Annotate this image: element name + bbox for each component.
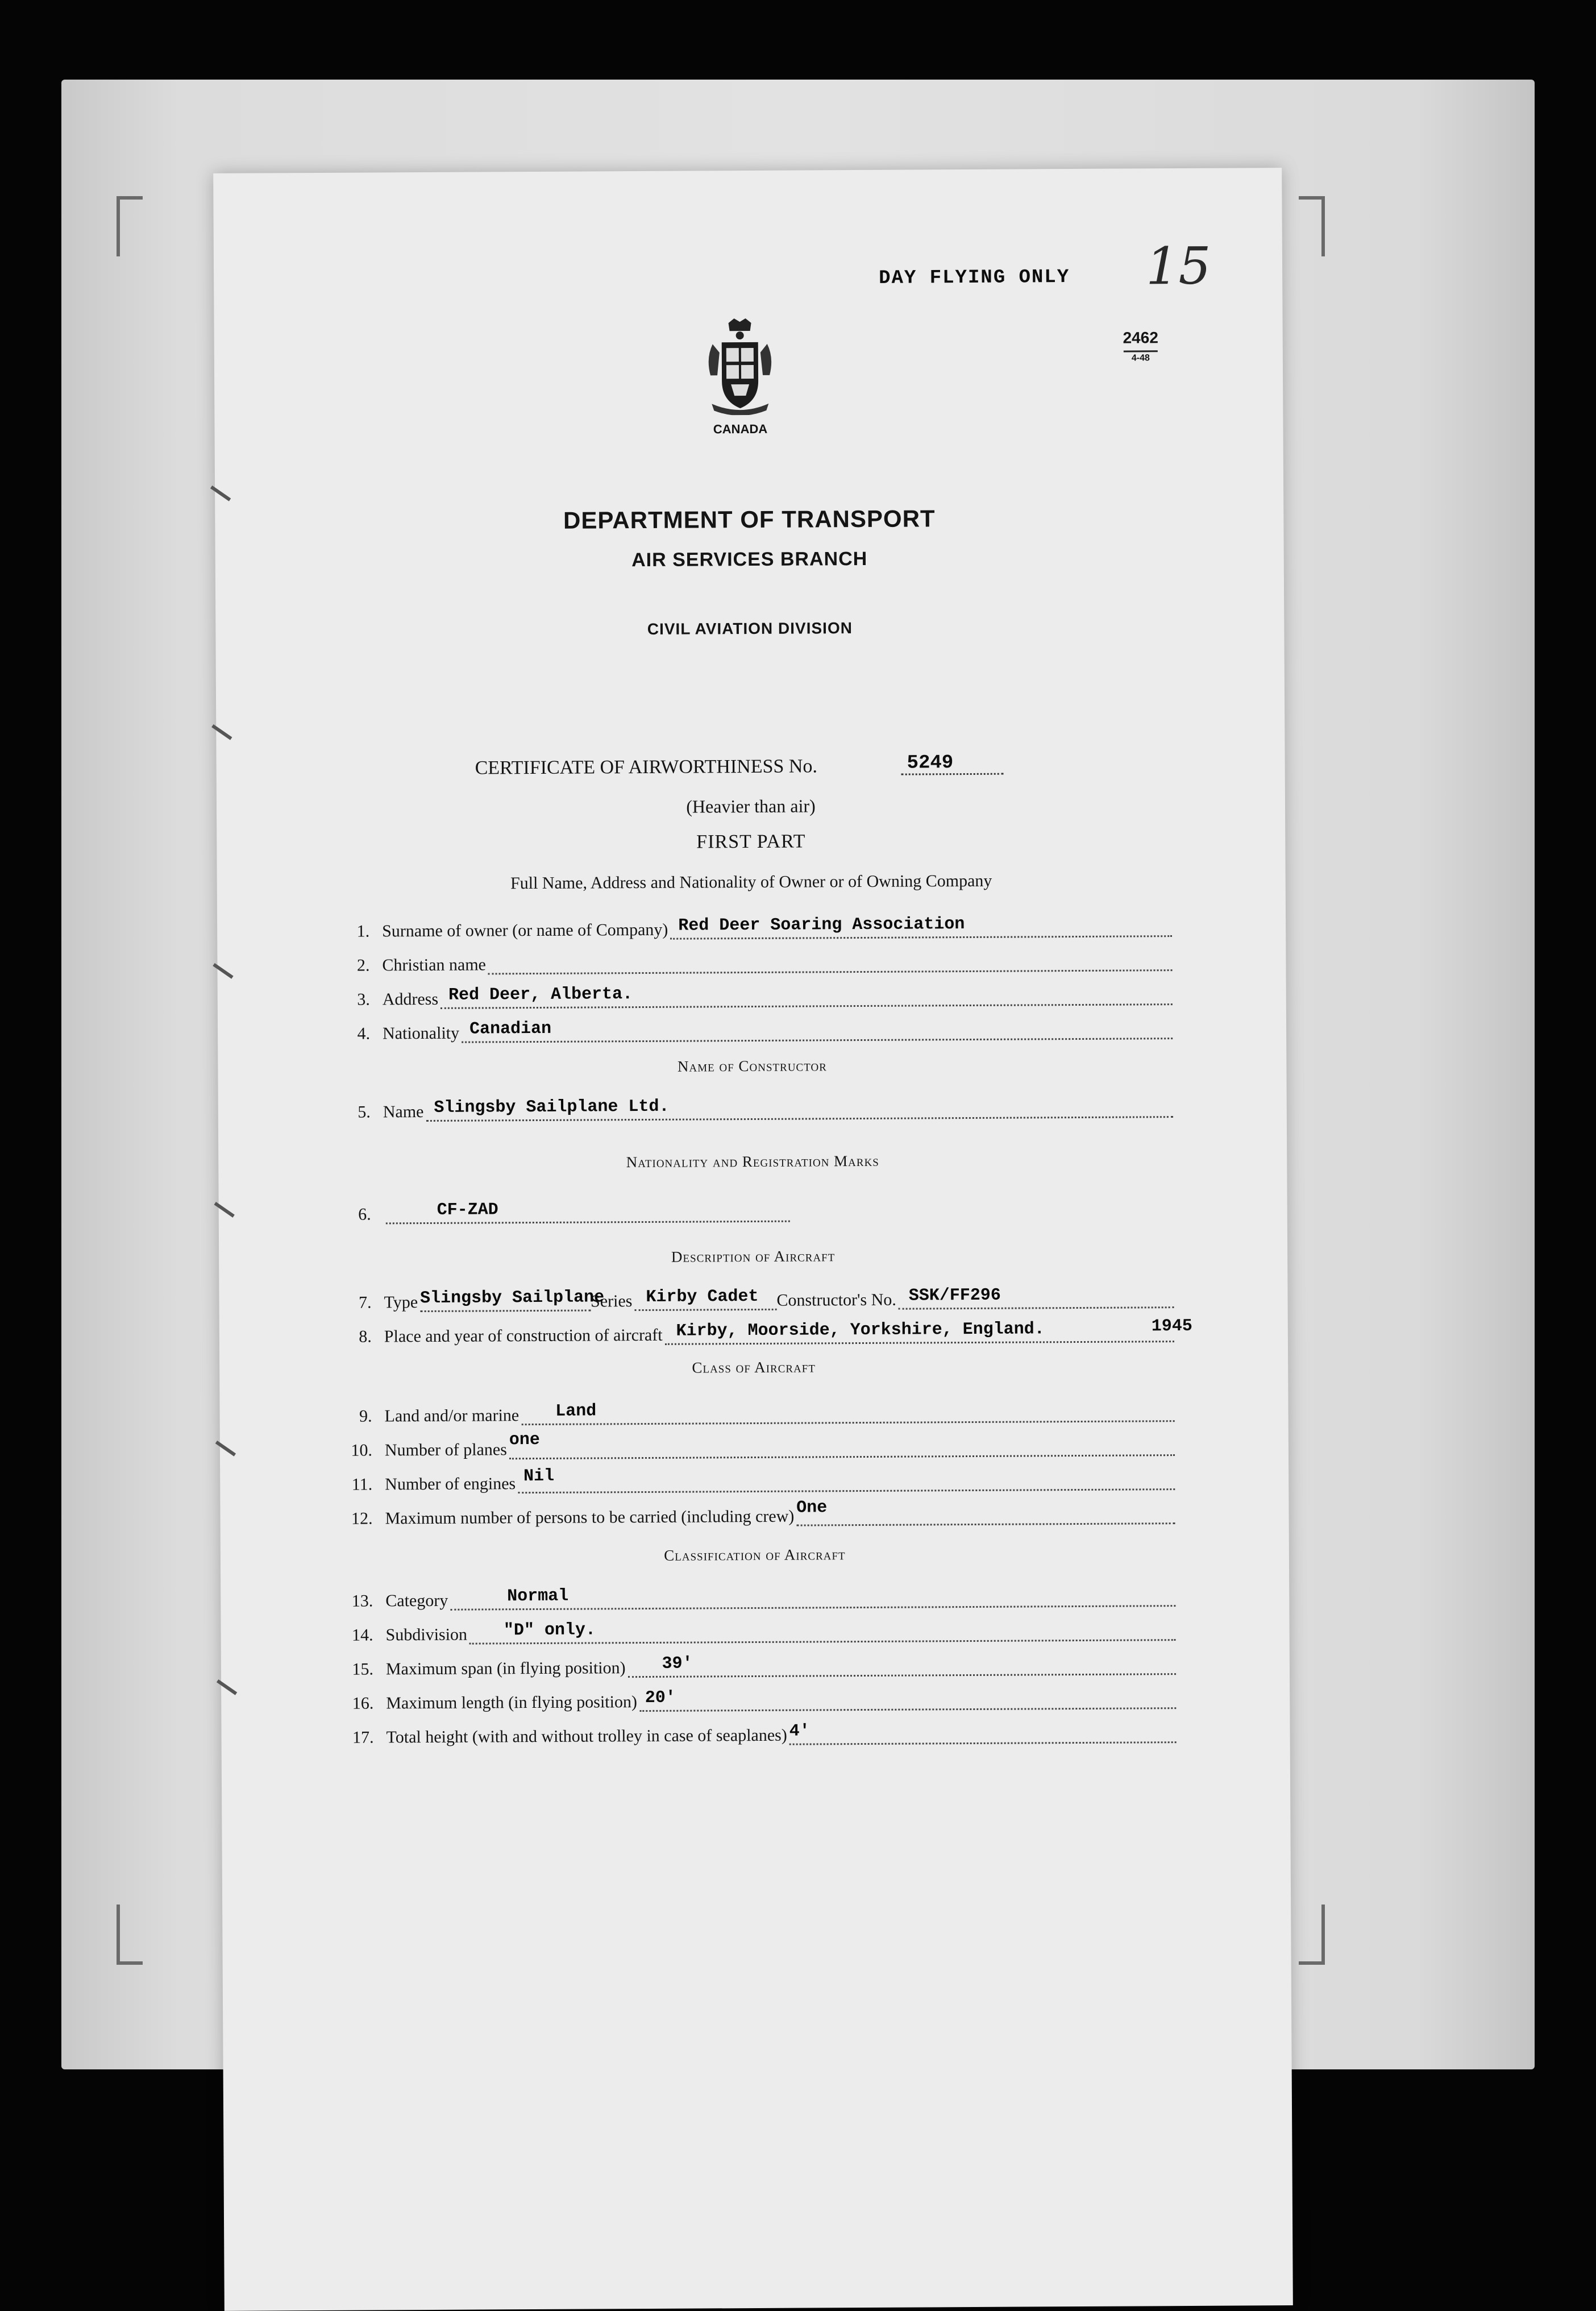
field-value-line bbox=[521, 1403, 1175, 1425]
field-row-15: 15. Maximum span (in flying position) 39' bbox=[323, 1646, 1176, 1679]
field-label: Address bbox=[383, 990, 441, 1010]
field-value-line bbox=[789, 1724, 1177, 1745]
max-span-value: 39' bbox=[662, 1654, 692, 1674]
field-value-line bbox=[518, 1471, 1175, 1493]
field-value-line bbox=[899, 1289, 1174, 1310]
field-value-line bbox=[420, 1292, 591, 1312]
field-row-16: 16. Maximum length (in flying position) 20' bbox=[323, 1681, 1176, 1713]
branch-title: AIR SERVICES BRANCH bbox=[215, 546, 1284, 574]
total-height-value: 4' bbox=[789, 1721, 810, 1741]
field-value-line bbox=[665, 1323, 1174, 1345]
certificate-sheet bbox=[213, 168, 1293, 2311]
field-row-4: 4. Nationality Canadian bbox=[320, 1011, 1173, 1044]
constructor-name-value: Slingsby Sailplane Ltd. bbox=[434, 1097, 669, 1118]
description-heading: Description of Aircraft bbox=[219, 1245, 1287, 1268]
coat-of-arms-icon bbox=[700, 318, 780, 416]
first-part-heading: FIRST PART bbox=[217, 828, 1285, 856]
field-row-6: 6. CF-ZAD bbox=[321, 1194, 790, 1225]
field-row-3: 3. Address Red Deer, Alberta. bbox=[320, 977, 1173, 1010]
series-label: Series bbox=[591, 1292, 635, 1311]
field-row-9: 9. Land and/or marine Land bbox=[322, 1393, 1174, 1426]
classification-heading: Classification of Aircraft bbox=[221, 1544, 1289, 1567]
field-label: Number of planes bbox=[385, 1440, 509, 1460]
field-label: Surname of owner (or name of Company) bbox=[382, 920, 670, 941]
field-row-10: 10. Number of planes one bbox=[322, 1428, 1175, 1461]
series-value: Kirby Cadet bbox=[646, 1287, 758, 1307]
division-title: CIVIL AVIATION DIVISION bbox=[215, 617, 1284, 641]
max-length-value: 20' bbox=[645, 1688, 676, 1708]
field-label: Nationality bbox=[383, 1024, 462, 1044]
owner-heading: Full Name, Address and Nationality of Owner or of Owning Company bbox=[217, 870, 1286, 895]
place-of-construction-value: Kirby, Moorside, Yorkshire, England. bbox=[676, 1320, 1045, 1341]
form-revision: 4-48 bbox=[1124, 350, 1158, 363]
registration-mark-value: CF-ZAD bbox=[437, 1200, 498, 1220]
field-label: Subdivision bbox=[386, 1625, 470, 1645]
field-value-line bbox=[426, 1099, 1173, 1122]
max-persons-value: One bbox=[796, 1498, 827, 1517]
field-value-line bbox=[634, 1292, 776, 1311]
certificate-subtitle: (Heavier than air) bbox=[217, 793, 1285, 820]
field-label: Maximum span (in flying position) bbox=[386, 1658, 628, 1679]
address-value: Red Deer, Alberta. bbox=[448, 985, 633, 1005]
form-number: 2462 bbox=[1121, 329, 1161, 347]
aircraft-type-value: Slingsby Sailplane bbox=[420, 1288, 604, 1308]
field-row-8: 8. Place and year of construction of aircraft Kirby, Moorside, Yorkshire, England. bbox=[322, 1314, 1174, 1347]
field-row-12: 12. Maximum number of persons to be carried (including crew) One bbox=[322, 1496, 1175, 1529]
year-of-construction-value: 1945 bbox=[1152, 1317, 1192, 1336]
crop-mark-bottom-left bbox=[117, 1905, 143, 1965]
field-row-11: 11. Number of engines Nil bbox=[322, 1462, 1175, 1495]
field-row-7: 7. Type Slingsby Sailplane Series Kirby Cadet Constructor's No. SSK/FF296 bbox=[321, 1280, 1174, 1313]
field-label: Land and/or marine bbox=[385, 1406, 522, 1426]
crop-mark-bottom-right bbox=[1299, 1905, 1325, 1965]
number-of-engines-value: Nil bbox=[523, 1467, 554, 1486]
field-value-line bbox=[450, 1588, 1175, 1611]
registration-heading: Nationality and Registration Marks bbox=[218, 1150, 1287, 1173]
category-value: Normal bbox=[507, 1587, 568, 1607]
crop-mark-top-right bbox=[1299, 196, 1325, 256]
field-label: Category bbox=[385, 1591, 450, 1611]
constructor-number-label: Constructor's No. bbox=[776, 1291, 899, 1310]
field-value-line bbox=[440, 986, 1173, 1009]
field-label: Maximum number of persons to be carried (including crew) bbox=[385, 1507, 796, 1529]
day-flying-stamp: DAY FLYING ONLY bbox=[879, 267, 1070, 289]
field-row-5: 5. Name Slingsby Sailplane Ltd. bbox=[321, 1089, 1173, 1122]
field-value-line bbox=[462, 1020, 1173, 1043]
field-value-line bbox=[670, 918, 1172, 940]
field-row-13: 13. Category Normal bbox=[323, 1578, 1175, 1611]
subdivision-value: "D" only. bbox=[504, 1620, 596, 1640]
field-label: Maximum length (in flying position) bbox=[386, 1692, 639, 1713]
field-value-line bbox=[386, 1204, 790, 1225]
field-label: Total height (with and without trolley in case of seaplanes) bbox=[386, 1726, 789, 1748]
field-label: Type bbox=[384, 1293, 420, 1312]
owner-name-value: Red Deer Soaring Association bbox=[678, 915, 965, 936]
field-value-line bbox=[509, 1437, 1175, 1459]
constructor-heading: Name of Constructor bbox=[218, 1055, 1286, 1078]
field-row-17: 17. Total height (with and without trolley in case of seaplanes) 4' bbox=[323, 1715, 1176, 1748]
field-value-line bbox=[488, 952, 1173, 974]
field-value-line bbox=[796, 1505, 1175, 1526]
department-title: DEPARTMENT OF TRANSPORT bbox=[215, 503, 1283, 536]
nationality-value: Canadian bbox=[469, 1019, 551, 1039]
class-heading: Class of Aircraft bbox=[219, 1356, 1288, 1379]
field-value-line bbox=[628, 1656, 1177, 1678]
land-marine-value: Land bbox=[555, 1401, 596, 1421]
certificate-label: CERTIFICATE OF AIRWORTHINESS No. bbox=[475, 756, 817, 779]
handwritten-page-number: 15 bbox=[1146, 237, 1211, 297]
field-row-1: 1. Surname of owner (or name of Company) Red Deer Soaring Association bbox=[319, 908, 1172, 941]
field-label: Name bbox=[383, 1102, 426, 1122]
field-value-line bbox=[639, 1690, 1177, 1712]
constructor-number-value: SSK/FF296 bbox=[909, 1286, 1001, 1306]
number-of-planes-value: one bbox=[509, 1430, 540, 1450]
field-row-14: 14. Subdivision "D" only. bbox=[323, 1612, 1175, 1645]
field-label: Place and year of construction of aircraft bbox=[384, 1326, 665, 1347]
crop-mark-top-left bbox=[117, 196, 143, 256]
field-value-line bbox=[469, 1622, 1176, 1645]
field-row-2: 2. Christian name bbox=[319, 943, 1172, 976]
certificate-number: 5249 bbox=[907, 752, 954, 774]
field-label: Christian name bbox=[382, 955, 488, 975]
field-label: Number of engines bbox=[385, 1474, 518, 1494]
crest-label: CANADA bbox=[669, 421, 811, 437]
